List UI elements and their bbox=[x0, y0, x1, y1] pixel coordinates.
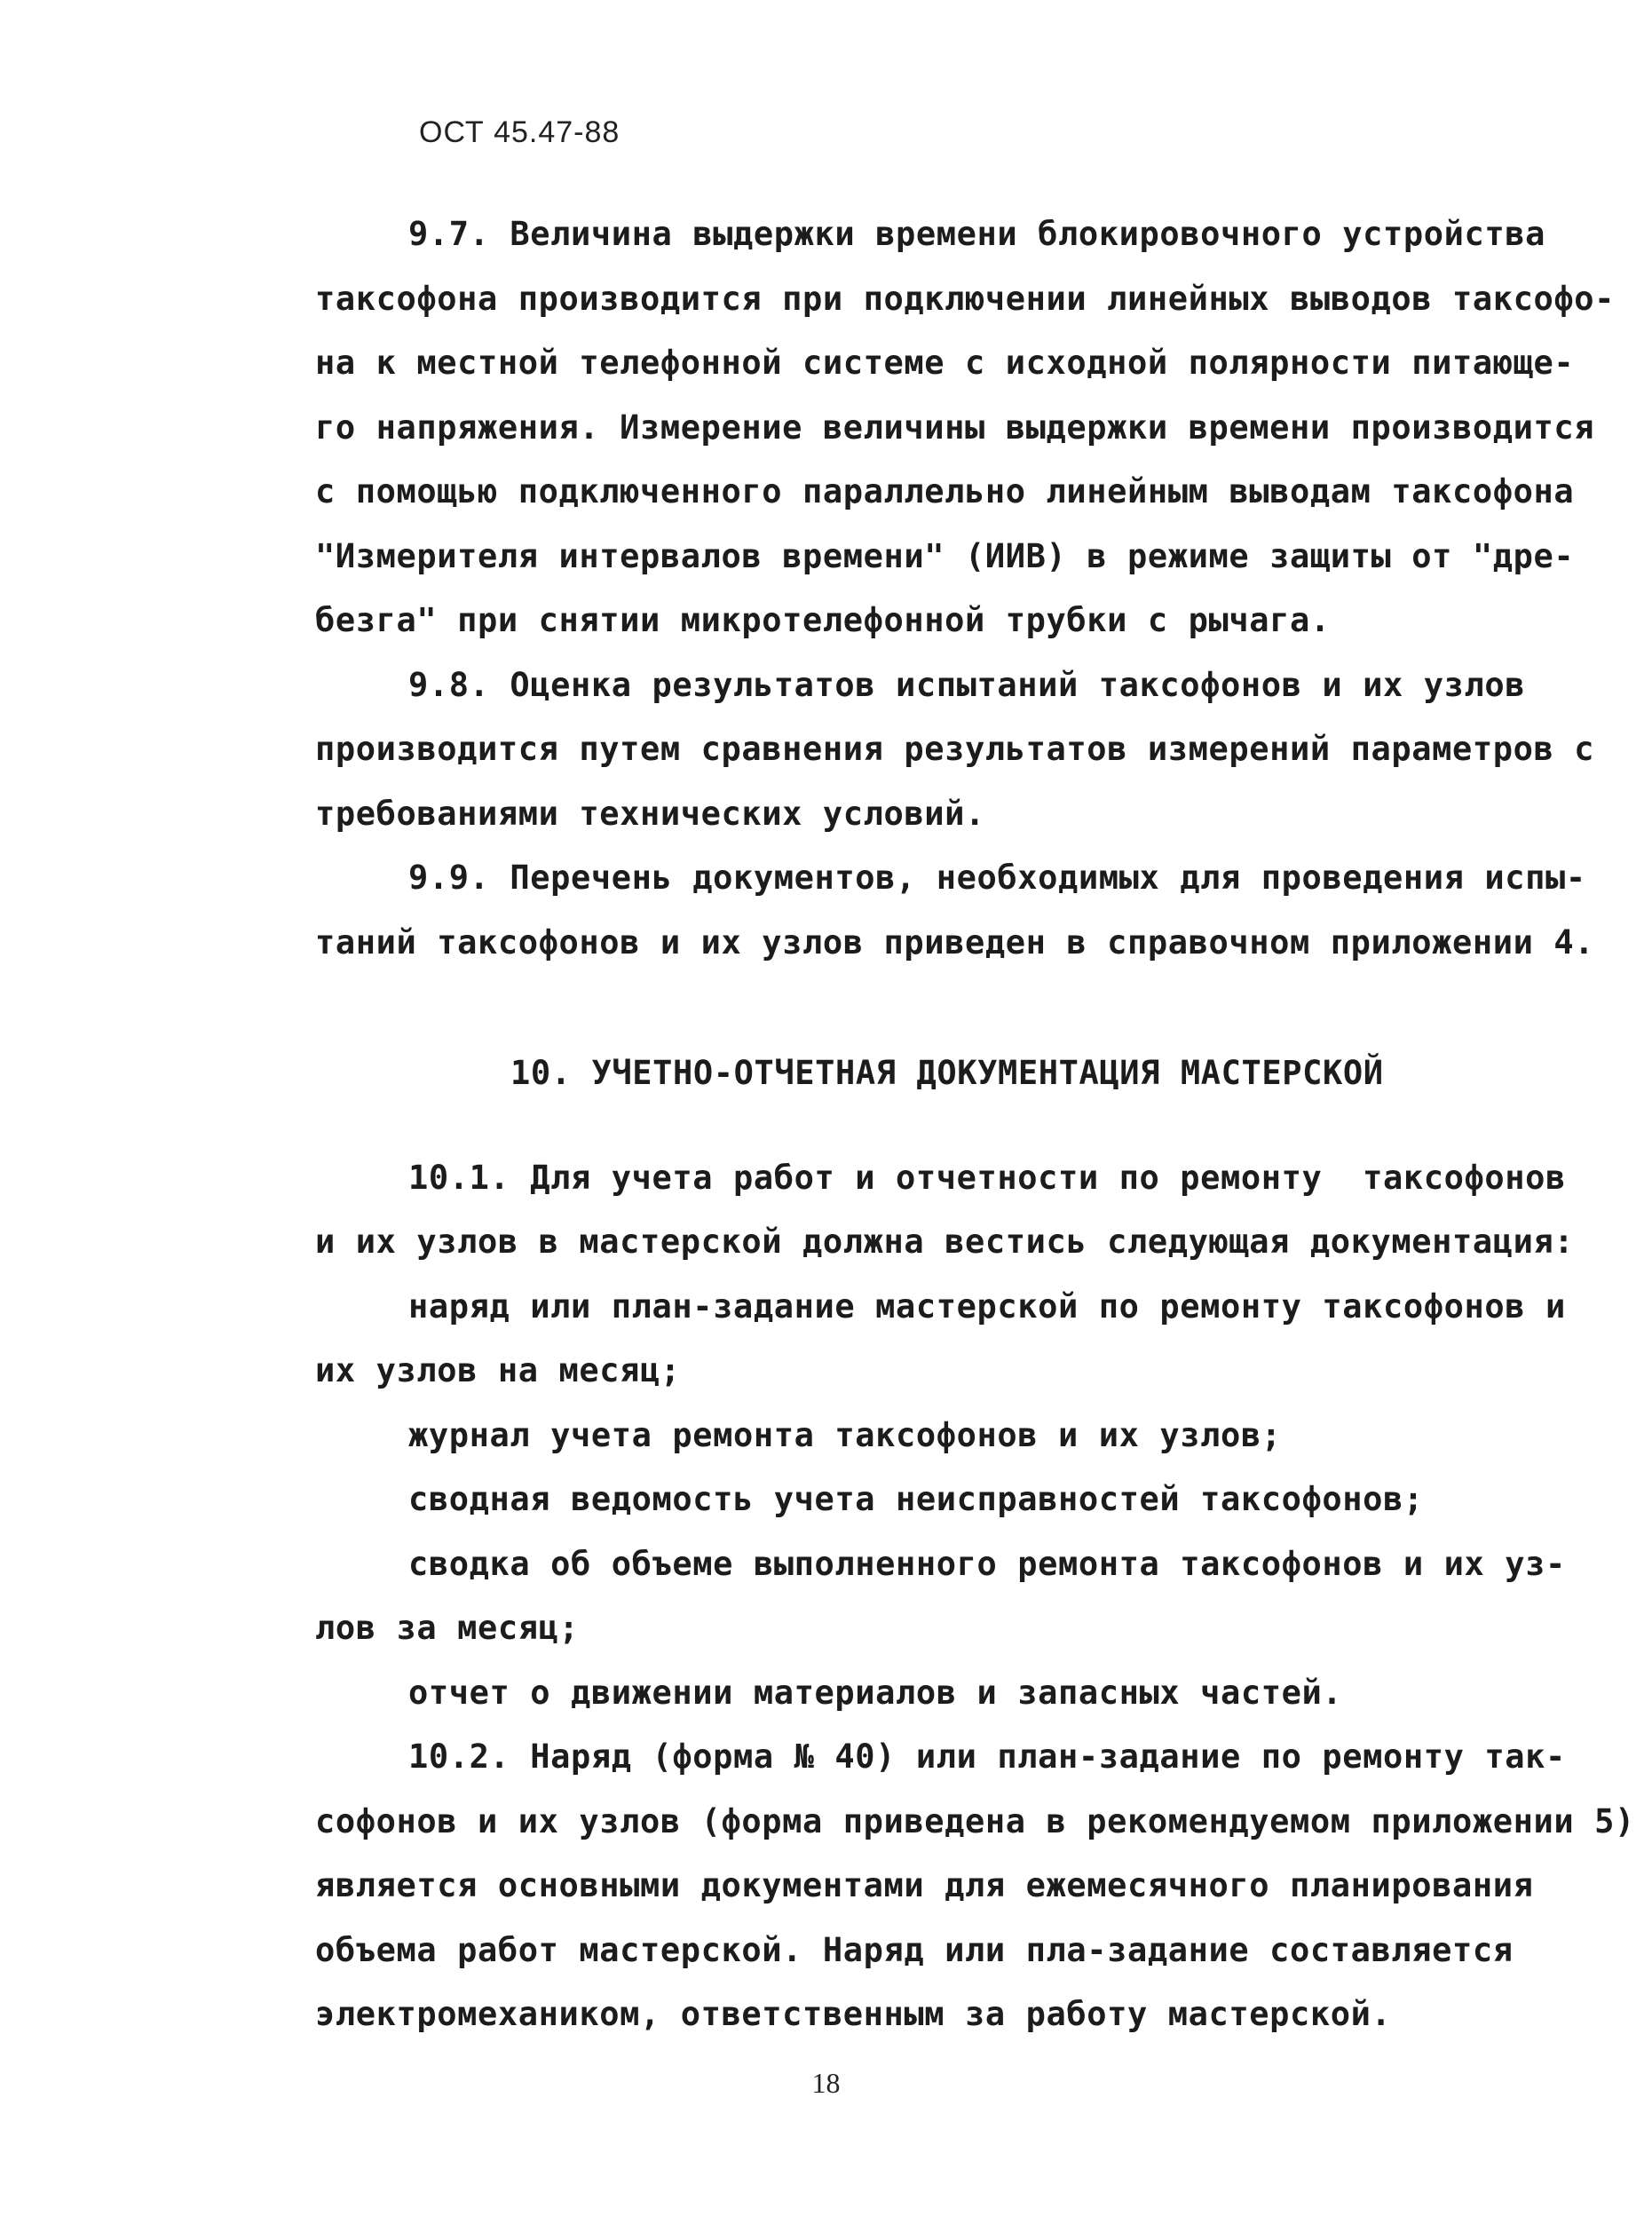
text-line: электромехаником, ответственным за работу мастерской. bbox=[315, 1995, 1392, 2033]
text-line: 9.9. Перечень документов, необходимых для проведения испы- bbox=[408, 859, 1586, 897]
text-line: таксофона производится при подключении линейных выводов таксофо- bbox=[315, 279, 1616, 318]
text-line: производится путем сравнения результатов измерений параметров с bbox=[315, 730, 1595, 768]
text-line: безга" при снятии микротелефонной трубки с рычага. bbox=[315, 601, 1331, 639]
paragraph-10-2 bbox=[315, 1725, 1635, 2047]
text-line: го напряжения. Измерение величины выдержки времени производится bbox=[315, 408, 1595, 447]
text-line: таний таксофонов и их узлов приведен в справочном приложении 4. bbox=[315, 922, 1595, 962]
list-item: журнал учета ремонта таксофонов и их узлов; bbox=[408, 1415, 1282, 1454]
text-line: с помощью подключенного параллельно линейным выводам таксофона bbox=[315, 472, 1575, 511]
spacer bbox=[315, 1106, 1553, 1146]
text-line: софонов и их узлов (форма приведена в рекомендуемом приложении 5) bbox=[315, 1801, 1635, 1840]
list-item-continuation: лов за месяц; bbox=[315, 1609, 580, 1647]
text-line: 10.2. Наряд (форма № 40) или план-задание по ремонту так- bbox=[408, 1737, 1566, 1776]
paragraph-10-1 bbox=[315, 1146, 1575, 1275]
list-item-continuation: их узлов на месяц; bbox=[315, 1351, 681, 1389]
text-line: 10.1. Для учета работ и отчетности по ремонту таксофонов bbox=[408, 1158, 1566, 1197]
document-body bbox=[315, 202, 1635, 2047]
list-item: сводная ведомость учета неисправностей таксофонов; bbox=[408, 1480, 1424, 1518]
page-number: 18 bbox=[811, 2067, 841, 2099]
text-line: требованиями технических условий. bbox=[315, 794, 985, 833]
paragraph-9-9 bbox=[315, 846, 1595, 975]
section-heading: 10. УЧЕТНО-ОТЧЕТНАЯ ДОКУМЕНТАЦИЯ МАСТЕРСКОЙ bbox=[510, 1054, 1384, 1092]
spacer bbox=[315, 975, 1553, 1041]
paragraph-9-7 bbox=[315, 202, 1616, 653]
list-item: отчет о движении материалов и запасных частей. bbox=[408, 1673, 1343, 1712]
documentation-list bbox=[315, 1275, 1566, 1726]
text-line: объема работ мастерской. Наряд или пла-задание составляется bbox=[315, 1930, 1514, 1969]
list-item: наряд или план-задание мастерской по ремонту таксофонов и bbox=[408, 1286, 1566, 1326]
text-line: 9.7. Величина выдержки времени блокировочного устройства bbox=[408, 215, 1546, 253]
text-line: на к местной телефонной системе с исходной полярности питающе- bbox=[315, 344, 1575, 382]
list-item: сводка об объеме выполненного ремонта таксофонов и их уз- bbox=[408, 1544, 1566, 1583]
text-line: является основными документами для ежемесячного планирования bbox=[315, 1866, 1534, 1904]
text-line: 9.8. Оценка результатов испытаний таксофонов и их узлов bbox=[408, 665, 1526, 704]
paragraph-9-8 bbox=[315, 653, 1595, 847]
document-code-header: ОСТ 45.47-88 bbox=[419, 115, 620, 149]
text-line: и их узлов в мастерской должна вестись следующая документация: bbox=[315, 1223, 1575, 1261]
text-line: "Измерителя интервалов времени" (ИИВ) в режиме защиты от "дре- bbox=[315, 536, 1575, 575]
